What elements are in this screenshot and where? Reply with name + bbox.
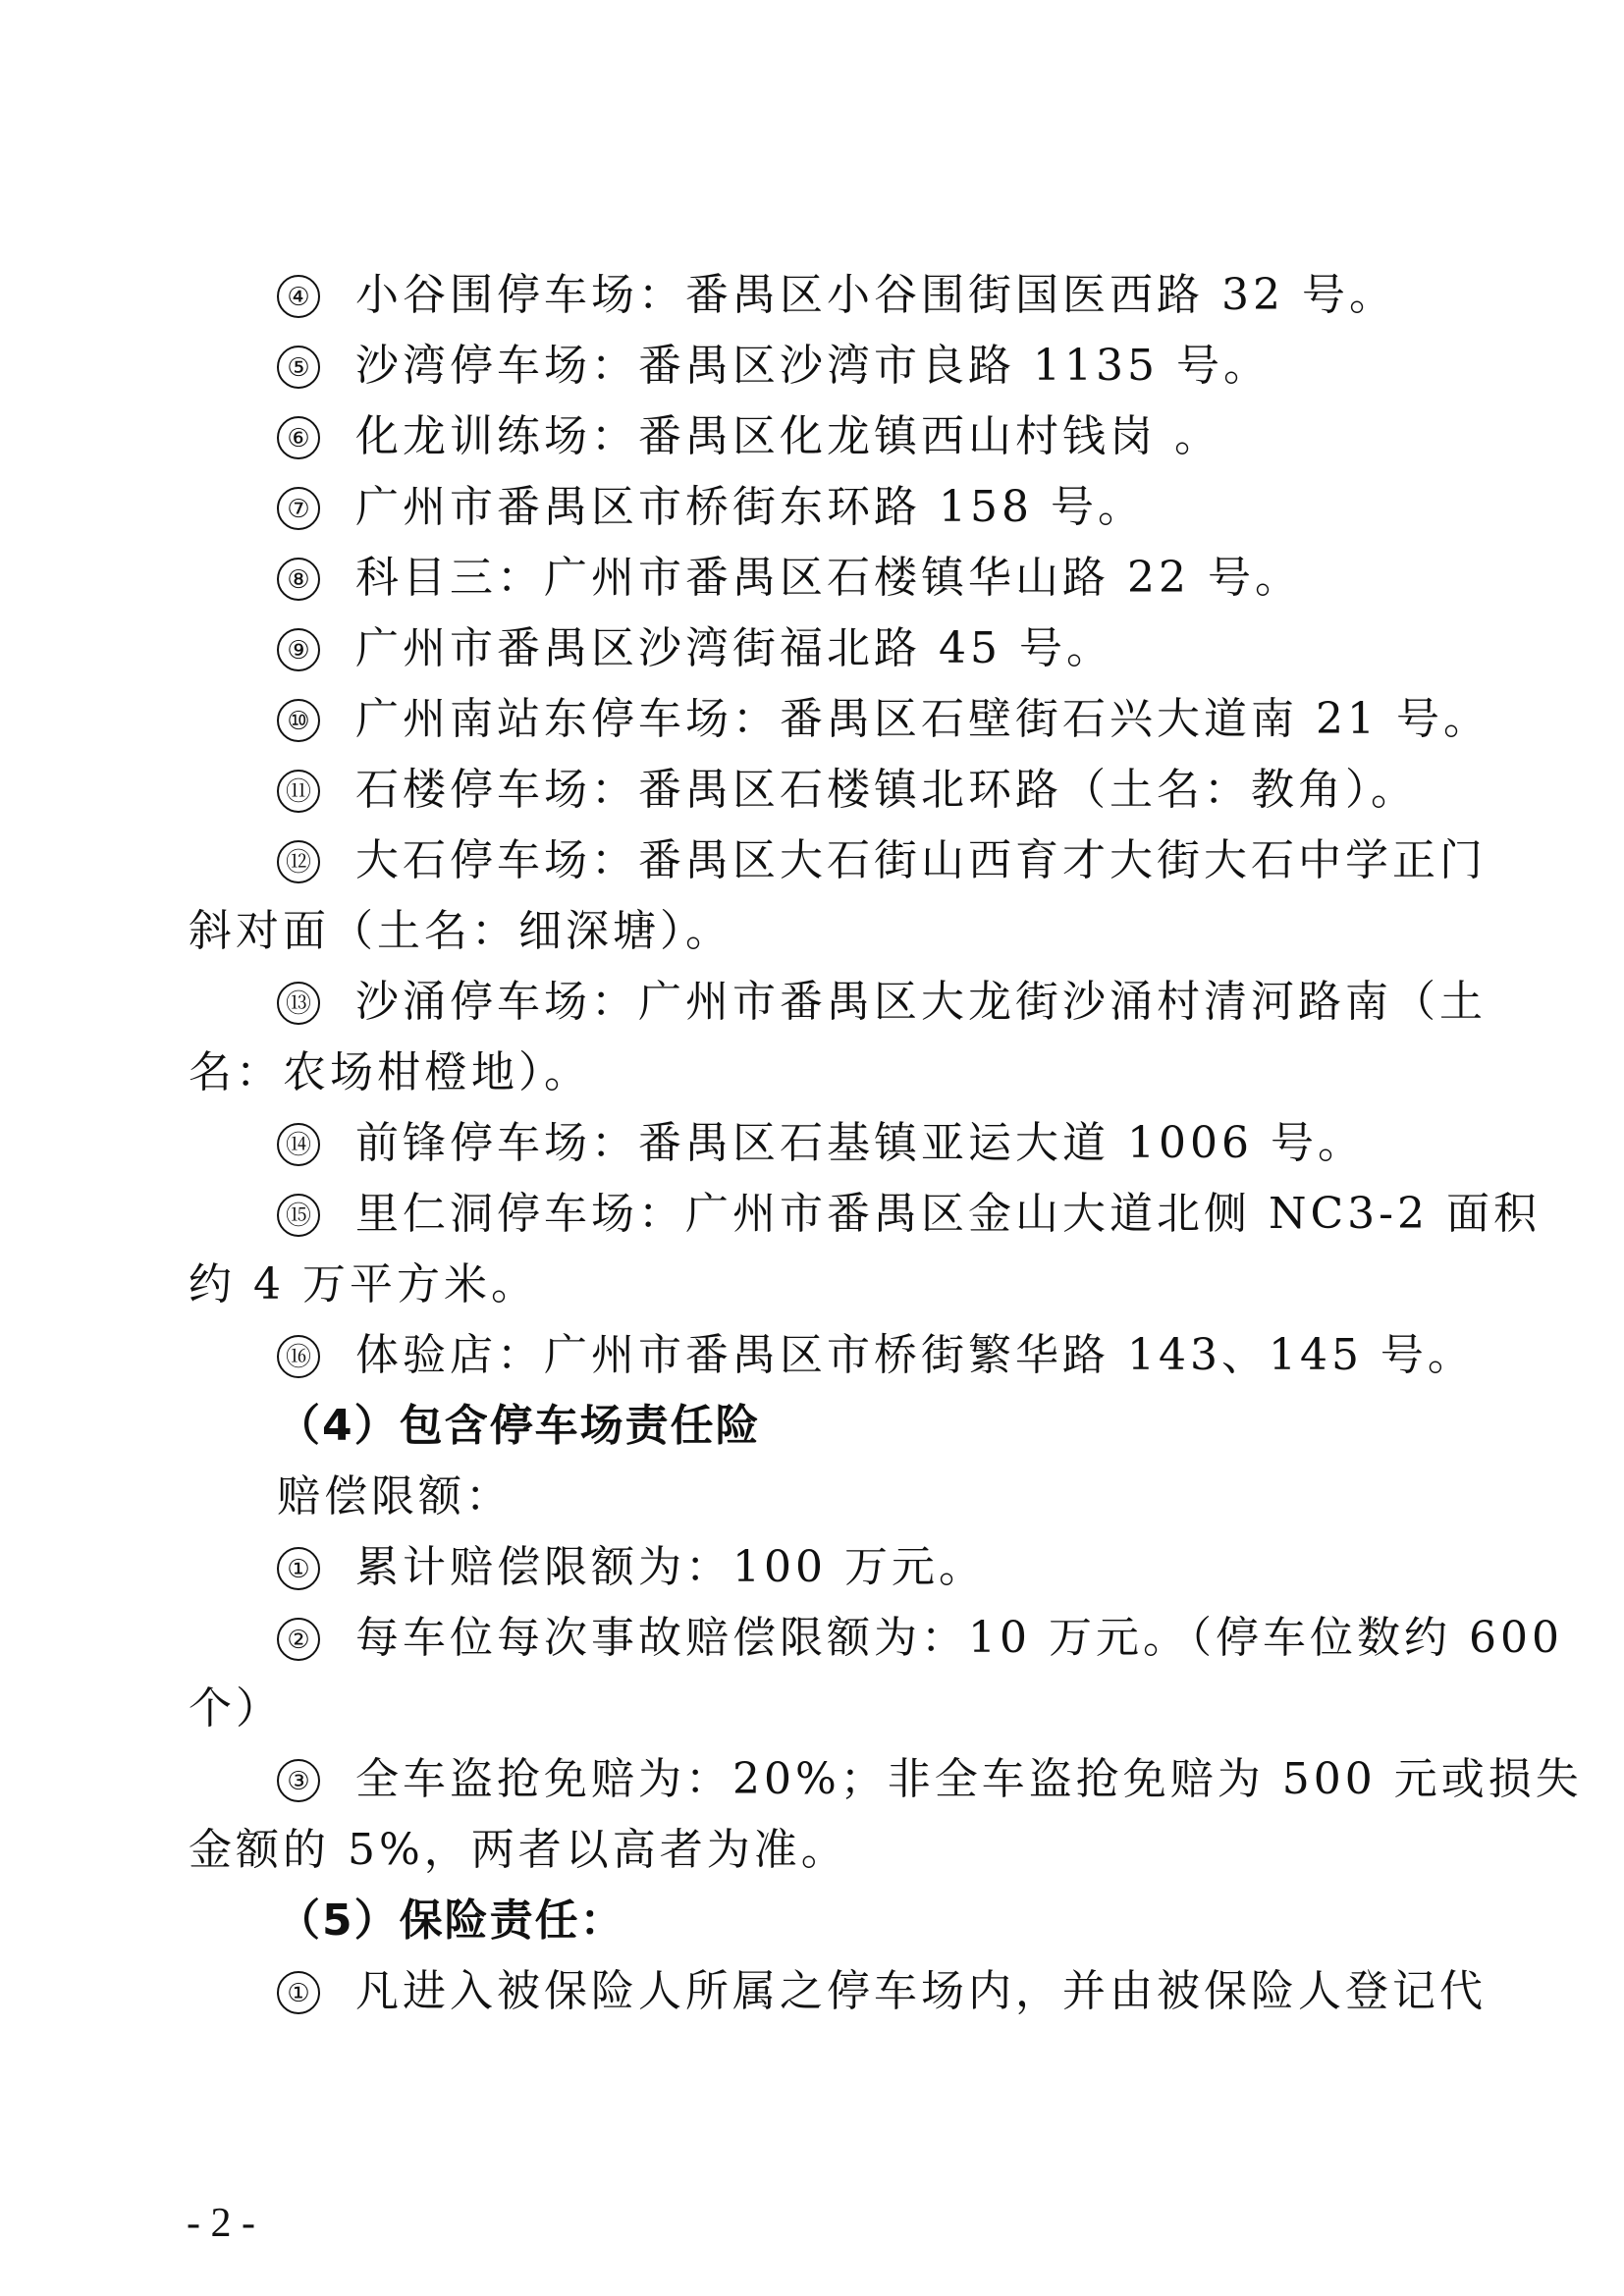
list-item [189, 694, 1490, 745]
section-subheading: 赔偿限额： [277, 1471, 513, 1522]
list-item [189, 765, 1455, 816]
list-item-continuation: 金额的 5%，两者以高者为准。 [189, 1825, 848, 1875]
list-item [189, 1542, 1455, 1593]
list-item [189, 1330, 1475, 1381]
list-item [189, 1613, 1563, 1664]
item-number: ① [277, 1547, 320, 1590]
item-number: ⑥ [277, 416, 320, 459]
item-number: ⑤ [277, 346, 320, 389]
item-text: 凡进入被保险人所属之停车场内，并由被保险人登记代 [355, 1966, 1487, 2016]
list-item [189, 270, 1455, 321]
list-item-continuation: 约 4 万平方米。 [189, 1259, 538, 1309]
item-number: ⑦ [277, 487, 320, 530]
item-number: ⑭ [277, 1123, 320, 1166]
list-item [189, 835, 1487, 886]
section-heading: （5）保险责任： [277, 1896, 625, 1946]
item-number: ⑯ [277, 1335, 320, 1378]
item-text: 累计赔偿限额为：100 万元。 [355, 1542, 986, 1592]
item-text: 化龙训练场：番禺区化龙镇西山村钱岗 。 [355, 411, 1221, 461]
list-item-continuation: 名：农场柑橙地）。 [189, 1047, 591, 1097]
item-text: 沙湾停车场：番禺区沙湾市良路 1135 号。 [355, 341, 1271, 391]
list-item [189, 341, 1455, 392]
page-number: - 2 - [187, 2201, 255, 2246]
list-item [189, 482, 1455, 533]
item-text: 小谷围停车场：番禺区小谷围街国医西路 32 号。 [355, 270, 1396, 320]
item-number: ⑩ [277, 699, 320, 742]
list-item [189, 1966, 1487, 2017]
item-text: 石楼停车场：番禺区石楼镇北环路（土名：教角）。 [355, 765, 1418, 815]
item-text: 体验店：广州市番禺区市桥街繁华路 143、145 号。 [355, 1330, 1475, 1380]
item-text: 沙涌停车场：广州市番禺区大龙街沙涌村清河路南（土 [355, 977, 1487, 1027]
item-number: ⑪ [277, 770, 320, 813]
item-text: 大石停车场：番禺区大石街山西育才大街大石中学正门 [355, 835, 1487, 885]
list-item [189, 623, 1455, 674]
item-number: ⑨ [277, 628, 320, 671]
item-text: 前锋停车场：番禺区石基镇亚运大道 1006 号。 [355, 1118, 1365, 1168]
list-item [189, 553, 1455, 604]
section-heading: （4）包含停车场责任险 [277, 1401, 761, 1451]
item-number: ③ [277, 1759, 320, 1802]
list-item [189, 411, 1455, 462]
item-number: ② [277, 1618, 320, 1661]
item-number: ⑮ [277, 1194, 320, 1237]
item-text: 里仁洞停车场：广州市番禺区金山大道北侧 NC3-2 面积 [355, 1189, 1541, 1239]
list-item [189, 1189, 1541, 1240]
item-text: 每车位每次事故赔偿限额为：10 万元。（停车位数约 600 [355, 1613, 1563, 1663]
item-number: ① [277, 1971, 320, 2014]
item-text: 广州市番禺区沙湾街福北路 45 号。 [355, 623, 1113, 673]
item-number: ⑧ [277, 558, 320, 601]
list-item [189, 1118, 1455, 1169]
item-number: ⑫ [277, 840, 320, 883]
list-item-continuation: 斜对面（土名：细深塘）。 [189, 906, 732, 956]
item-text: 广州南站东停车场：番禺区石壁街石兴大道南 21 号。 [355, 694, 1490, 744]
list-item [189, 977, 1487, 1028]
item-text: 广州市番禺区市桥街东环路 158 号。 [355, 482, 1145, 532]
item-number: ⑬ [277, 982, 320, 1025]
item-text: 全车盗抢免赔为：20%；非全车盗抢免赔为 500 元或损失 [355, 1754, 1583, 1804]
item-text: 科目三：广州市番禺区石楼镇华山路 22 号。 [355, 553, 1302, 603]
list-item [189, 1754, 1583, 1805]
list-item-continuation: 个） [189, 1683, 283, 1734]
item-number: ④ [277, 275, 320, 318]
